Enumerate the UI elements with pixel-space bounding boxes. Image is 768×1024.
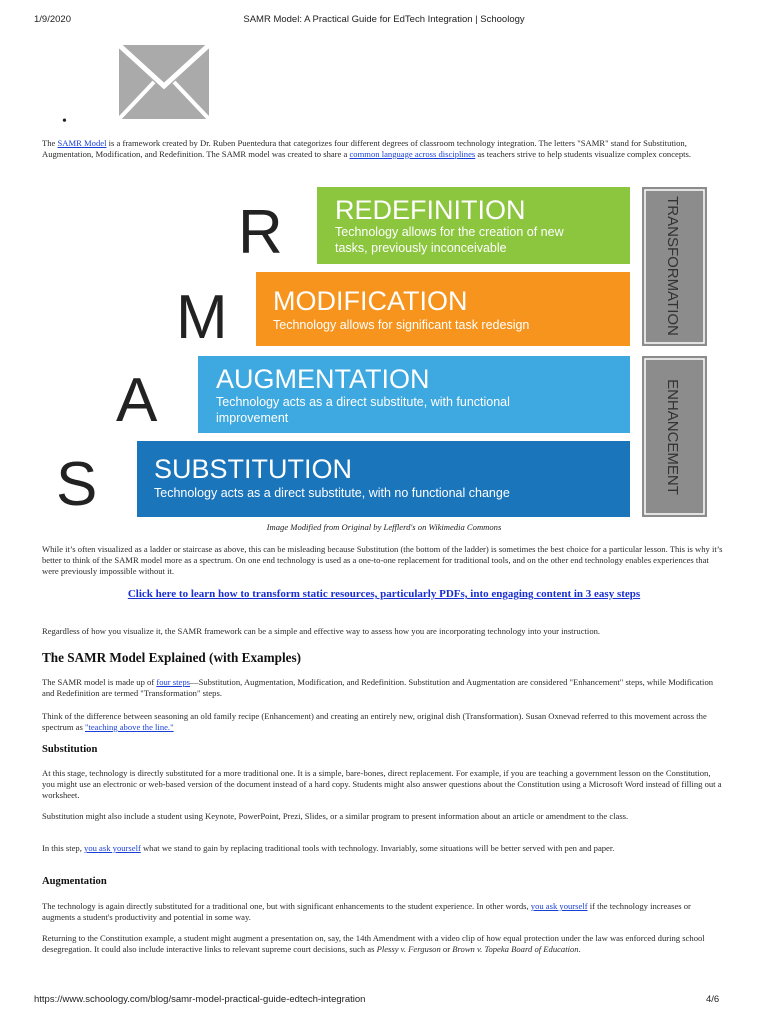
you-ask-yourself-link-2[interactable]: you ask yourself bbox=[530, 901, 588, 911]
case-brown: Brown v. Topeka Board of Education bbox=[452, 943, 579, 954]
substitution-heading: Substitution bbox=[42, 744, 98, 755]
list-bullet-icon: • bbox=[62, 114, 67, 129]
augmentation-paragraph-1: The technology is again directly substituted for a traditional one, but with significant enhancements to the student experience. In other words, you ask yourself if the technology increases or augments a student's productivity and potential in some way. bbox=[42, 901, 691, 922]
letter-r: R bbox=[238, 198, 283, 267]
letter-a: A bbox=[116, 366, 158, 435]
svg-text:tasks, previously inconceivabl: tasks, previously inconceivable bbox=[335, 241, 507, 255]
level-redefinition bbox=[317, 187, 630, 264]
think-paragraph: Think of the difference between seasoning an old family recipe (Enhancement) and creating an entirely new, original dish (Transformation). Susan Oxnevad referred to this movement across the spectrum as "teaching above the line." bbox=[42, 711, 707, 732]
level-augmentation bbox=[198, 356, 630, 433]
print-date: 1/9/2020 bbox=[34, 14, 71, 25]
svg-text:REDEFINITION: REDEFINITION bbox=[335, 195, 526, 225]
svg-text:MODIFICATION: MODIFICATION bbox=[273, 286, 468, 316]
substitution-paragraph-1: At this stage, technology is directly substituted for a more traditional one. It is a simple, bare-bones, direct replacement. For example, if you are teaching a government lesson on the Constitution, you might use an electronic or web-based version of the document instead of a hard copy. Students might also answer questions about the Constitution using a Microsoft Word instead of filling out a worksheet. bbox=[42, 768, 722, 800]
case-plessy: Plessy v. Ferguson bbox=[376, 943, 441, 954]
cta-link[interactable]: Click here to learn how to transform static resources, particularly PDFs, into engaging content in 3 easy steps bbox=[127, 588, 641, 600]
common-language-link[interactable]: common language across disciplines bbox=[349, 148, 476, 159]
print-title: SAMR Model: A Practical Guide for EdTech Integration | Schoology bbox=[243, 14, 525, 25]
level-modification bbox=[256, 272, 630, 346]
svg-text:Technology acts as a direct su: Technology acts as a direct substitute, with functional bbox=[216, 395, 510, 409]
ladder-paragraph: While it’s often visualized as a ladder or staircase as above, this can be misleading because Substitution (the bottom of the ladder) is sometimes the best choice for a particular lesson. This is why it’s better to think of the SAMR model more as a spectrum. On one end technology is used as a one-to-one replacement for traditional tools, and on the other end technology enables experiences that were previously impossible without it. bbox=[42, 544, 723, 576]
level-substitution bbox=[137, 441, 630, 517]
image-caption: Image Modified from Original by Lefflerd's on Wikimedia Commons bbox=[266, 522, 502, 532]
cta-link-container bbox=[0, 588, 768, 600]
explained-paragraph: The SAMR model is made up of four steps—Substitution, Augmentation, Modification, and Redefinition. Substitution and Augmentation are considered "Enhancement" steps, while Modification and Redefinition are termed "Transformation" steps. bbox=[42, 677, 714, 698]
email-share-icon[interactable] bbox=[118, 44, 210, 120]
substitution-paragraph-2: Substitution might also include a student using Keynote, PowerPoint, Prezi, Slides, or a similar program to present information about an article or amendment to the class. bbox=[42, 811, 629, 821]
svg-text:Technology allows for the crea: Technology allows for the creation of new bbox=[335, 225, 564, 239]
svg-text:improvement: improvement bbox=[216, 411, 289, 425]
svg-text:AUGMENTATION: AUGMENTATION bbox=[216, 364, 430, 394]
print-header bbox=[0, 14, 768, 28]
letter-m: M bbox=[176, 283, 228, 352]
four-steps-link[interactable]: four steps bbox=[156, 677, 190, 687]
regardless-paragraph: Regardless of how you visualize it, the SAMR framework can be a simple and effective way to assess how you are incorporating technology into your instruction. bbox=[42, 626, 601, 636]
svg-text:Technology allows for signific: Technology allows for significant task redesign bbox=[273, 318, 530, 332]
teaching-above-line-link[interactable]: "teaching above the line." bbox=[84, 721, 174, 732]
augmentation-heading: Augmentation bbox=[42, 876, 107, 887]
substitution-paragraph-3: In this step, you ask yourself what we stand to gain by replacing traditional tools with technology. Invariably, some situations will be better served with pen and paper. bbox=[42, 843, 615, 853]
side-label-enhancement bbox=[642, 356, 707, 517]
svg-text:SUBSTITUTION: SUBSTITUTION bbox=[154, 454, 353, 484]
samr-model-link[interactable]: SAMR Model bbox=[57, 138, 107, 148]
page-number: 4/6 bbox=[706, 994, 720, 1005]
augmentation-paragraph-2: Returning to the Constitution example, a student might augment a presentation on, say, the 14th Amendment with a video clip of how equal protection under the law was enforced during school desegregation. It could also include interactive links to relevant supreme court decisions, such as Plessy v. Ferguson or Brown v. Topeka Board of Education. bbox=[42, 933, 705, 954]
svg-text:Technology acts as a direct su: Technology acts as a direct substitute, with no functional change bbox=[154, 486, 510, 500]
intro-paragraph: The SAMR Model is a framework created by Dr. Ruben Puentedura that categorizes four different degrees of classroom technology integration. The letters "SAMR" stand for Substitution, Augmentation, Modification, and Redefinition. The SAMR model was created to share a common language across disciplines as teachers strive to help students visualize complex concepts. bbox=[42, 138, 691, 159]
section-title: The SAMR Model Explained (with Examples) bbox=[42, 650, 302, 665]
side-label-transformation bbox=[642, 187, 707, 346]
you-ask-yourself-link-1[interactable]: you ask yourself bbox=[84, 843, 141, 853]
print-url: https://www.schoology.com/blog/samr-model-practical-guide-edtech-integration bbox=[34, 994, 366, 1005]
letter-s: S bbox=[56, 450, 98, 519]
svg-text:ENHANCEMENT: ENHANCEMENT bbox=[664, 379, 681, 495]
svg-text:TRANSFORMATION: TRANSFORMATION bbox=[664, 196, 681, 336]
